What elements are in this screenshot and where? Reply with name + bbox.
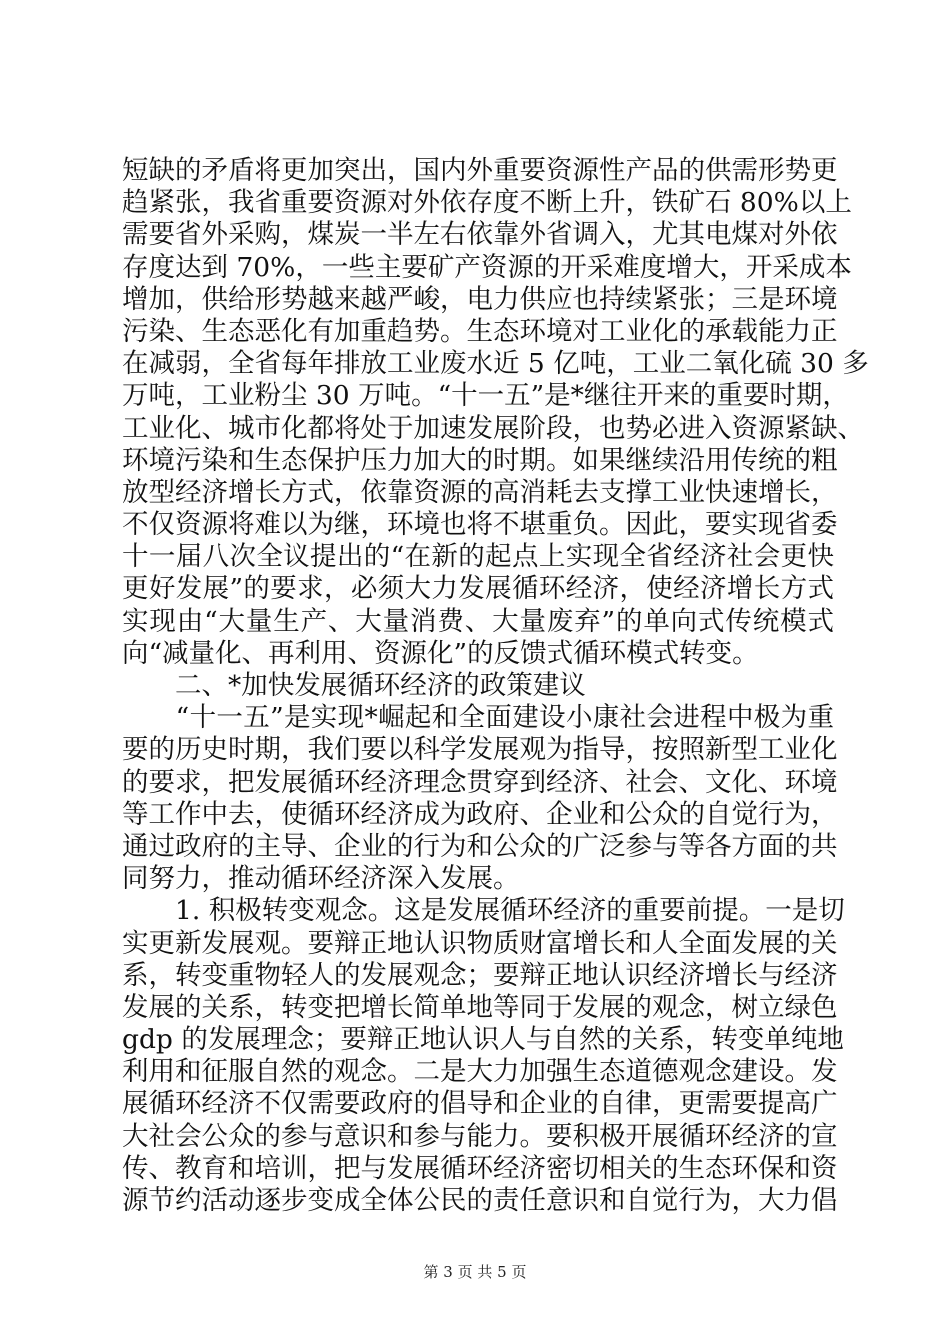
text-line: gdp 的发展理念；要辩正地认识人与自然的关系，转变单纯地: [122, 1024, 844, 1056]
text-line: 利用和征服自然的观念。二是大力加强生态道德观念建设。发: [122, 1056, 838, 1088]
text-line: 要的历史时期，我们要以科学发展观为指导，按照新型工业化: [122, 734, 838, 766]
text-line: “十一五”是实现*崛起和全面建设小康社会进程中极为重: [122, 702, 834, 734]
text-line: 传、教育和培训，把与发展循环经济密切相关的生态环保和资: [122, 1152, 838, 1184]
text-line: 发展的关系，转变把增长简单地等同于发展的观念，树立绿色: [122, 991, 838, 1023]
text-line: 等工作中去，使循环经济成为政府、企业和公众的自觉行为，: [122, 798, 838, 830]
body-text: [122, 155, 869, 1217]
text-line: 趋紧张，我省重要资源对外依存度不断上升，铁矿石 80%以上: [122, 187, 852, 219]
text-line: 系，转变重物轻人的发展观念；要辩正地认识经济增长与经济: [122, 959, 838, 991]
text-line: 工业化、城市化都将处于加速发展阶段，也势必进入资源紧缺、: [122, 412, 864, 444]
text-line: 实现由“大量生产、大量消费、大量废弃”的单向式传统模式: [122, 605, 834, 637]
text-line: 环境污染和生态保护压力加大的时期。如果继续沿用传统的粗: [122, 444, 838, 476]
text-line: 放型经济增长方式，依靠资源的高消耗去支撑工业快速增长，: [122, 476, 838, 508]
text-line: 存度达到 70%，一些主要矿产资源的开采难度增大，开采成本: [122, 251, 852, 283]
text-line: 增加，供给形势越来越严峻，电力供应也持续紧张；三是环境: [122, 283, 838, 315]
text-line: 大社会公众的参与意识和参与能力。要积极开展循环经济的宣: [122, 1120, 838, 1152]
text-line: 短缺的矛盾将更加突出，国内外重要资源性产品的供需形势更: [122, 155, 838, 186]
text-line: 同努力，推动循环经济深入发展。: [122, 863, 520, 895]
text-line: 源节约活动逐步变成全体公民的责任意识和自觉行为，大力倡: [122, 1185, 838, 1216]
text-line: 十一届八次全议提出的“在新的起点上实现全省经济社会更快: [122, 541, 834, 573]
text-line: 向“减量化、再利用、资源化”的反馈式循环模式转变。: [122, 637, 759, 669]
page-footer: 第 3 页 共 5 页: [423, 1263, 527, 1281]
text-line: 需要省外采购，煤炭一半左右依靠外省调入，尤其电煤对外依: [122, 219, 838, 251]
text-line: 更好发展”的要求，必须大力发展循环经济，使经济增长方式: [122, 573, 834, 605]
text-line: 展循环经济不仅需要政府的倡导和企业的自律，更需要提高广: [122, 1088, 838, 1120]
text-line: 在减弱，全省每年排放工业废水近 5 亿吨，工业二氧化硫 30 多: [122, 348, 869, 380]
text-line: 污染、生态恶化有加重趋势。生态环境对工业化的承载能力正: [122, 315, 838, 347]
text-line: 通过政府的主导、企业的行为和公众的广泛参与等各方面的共: [122, 830, 838, 862]
text-line: 实更新发展观。要辩正地认识物质财富增长和人全面发展的关: [122, 927, 838, 959]
text-line: 1. 积极转变观念。这是发展循环经济的重要前提。一是切: [122, 895, 845, 927]
text-line: 万吨，工业粉尘 30 万吨。“十一五”是*继往开来的重要时期，: [122, 380, 849, 412]
text-line: 的要求，把发展循环经济理念贯穿到经济、社会、文化、环境: [122, 766, 838, 798]
text-line: 不仅资源将难以为继，环境也将不堪重负。因此，要实现省委: [122, 509, 838, 541]
text-line: 二、*加快发展循环经济的政策建议: [122, 670, 586, 701]
